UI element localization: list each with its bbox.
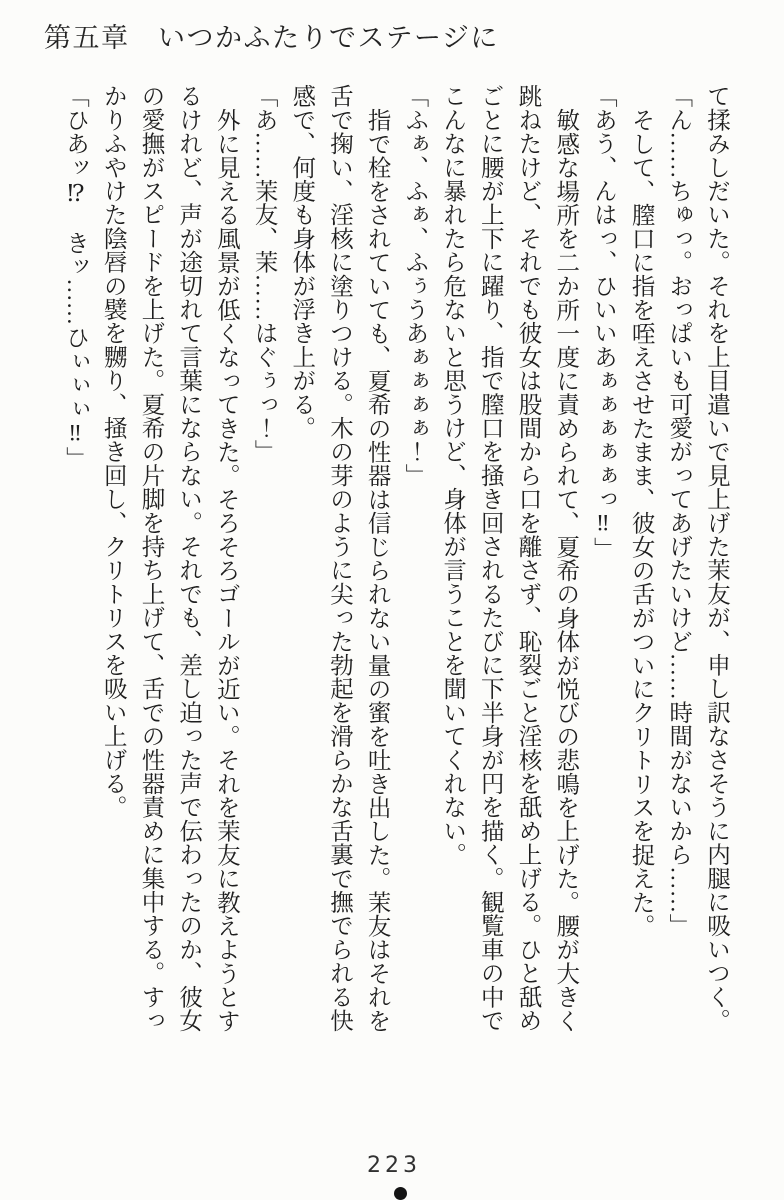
footer-dot-icon xyxy=(394,1187,407,1200)
text-line: 「ふぁ、ふぁ、ふぅうあぁぁぁぁ！」 xyxy=(401,84,428,487)
text-line: そして、膣口に指を咥えさせたまま、彼女の舌がついにクリトリスを捉えた。 xyxy=(627,107,654,937)
text-line: るけれど、声が途切れて言葉にならない。それでも、差し迫った声で伝わったのか、彼女 xyxy=(175,84,202,1032)
page-number: 223 xyxy=(367,1153,421,1178)
text-line: かりふやけた陰唇の襞を嬲り、掻き回し、クリトリスを吸い上げる。 xyxy=(99,84,126,819)
text-line: ごとに腰が上下に躍り、指で膣口を掻き回されるたびに下半身が円を描く。観覧車の中で xyxy=(476,84,503,1033)
text-line: 舌で掬い、淫核に塗りつける。木の芽のように尖った勃起を滑らかな舌裏で撫でられる快 xyxy=(325,84,352,1032)
text-line: 「あ……茉友、茉……はぐぅっ！」 xyxy=(250,84,277,464)
text-line: 「ひあッ⁉ きッ……ひぃぃぃ‼」 xyxy=(62,84,89,471)
text-line: 「あう、んはっ、ひいいあぁぁぁぁぁっ‼」 xyxy=(589,84,616,561)
text-line: 感で、何度も身体が浮き上がる。 xyxy=(288,84,315,440)
text-line: 外に見える風景が低くなってきた。そろそろゴールが近い。それを茉友に教えようとす xyxy=(212,107,239,1032)
page-body-text xyxy=(55,84,734,1036)
text-line: 「ん……ちゅっ。おっぱいも可愛がってあげたいけど……時間がないから……」 xyxy=(665,84,692,938)
text-line: 指で栓をされていても、夏希の性器は信じられない量の蜜を吐き出した。茉友はそれを xyxy=(363,107,390,1032)
text-line: こんなに暴れたら危ないと思うけど、身体が言うことを聞いてくれない。 xyxy=(439,84,466,867)
text-line: 跳ねたけど、それでも彼女は股間から口を離さず、恥裂ごと淫核を舐め上げる。ひと舐め xyxy=(514,84,541,1033)
text-line: て揉みしだいた。それを上目遣いで見上げた茉友が、申し訳なさそうに内腿に吸いつく。 xyxy=(703,84,729,1032)
text-line: 敏感な場所を二か所一度に責められて、夏希の身体が悦びの悲鳴を上げた。腰が大きく xyxy=(552,107,579,1032)
chapter-heading: 第五章 いつかふたりでステージに xyxy=(44,23,499,53)
text-line: の愛撫がスピードを上げた。夏希の片脚を持ち上げて、舌での性器責めに集中する。すっ xyxy=(137,84,164,1032)
